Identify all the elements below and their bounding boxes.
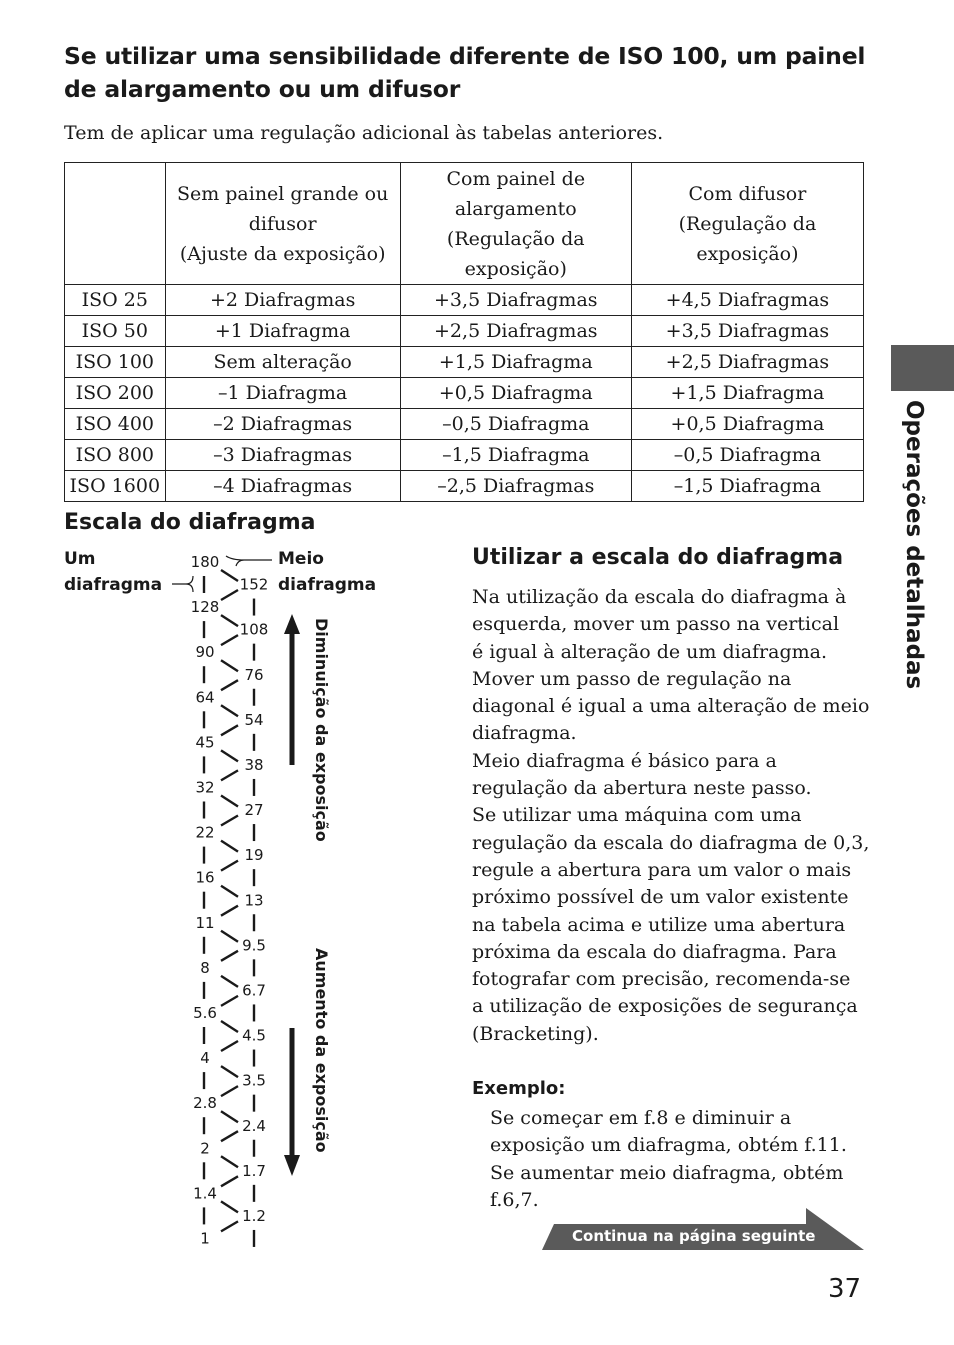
text-line: Se começar em f.8 e diminuir a: [490, 1107, 792, 1129]
half-stop-diagonal: [221, 976, 238, 987]
full-stop-value: 16: [195, 868, 215, 887]
text-line: (Bracketing).: [472, 1022, 599, 1045]
text-line: próxima da escala do diafragma. Para: [472, 940, 837, 963]
text-line: regule a abertura para um valor o mais: [472, 858, 852, 881]
text-line: diafragma.: [472, 722, 577, 745]
half-stop-diagonal: [221, 1131, 238, 1141]
half-stop-value: 4.5: [242, 1026, 266, 1045]
half-stop-value: 27: [244, 801, 264, 820]
half-stop-label: diafragma: [278, 575, 377, 595]
half-stop-value: 1.2: [242, 1206, 266, 1225]
full-stop-value: 32: [195, 778, 215, 797]
page-heading: Se utilizar uma sensibilidade diferente de ISO 100, um painel de alargamento ou um difusor: [64, 42, 866, 103]
half-stop-value: 76: [244, 665, 264, 684]
one-stop-label: Um: [64, 549, 96, 569]
section-side-label: Operações detalhadas: [901, 400, 927, 690]
half-stop-diagonal: [221, 1086, 238, 1096]
half-stop-value: 152: [239, 575, 269, 594]
table-cell: Sem alteração: [165, 347, 400, 378]
full-stop-value: 4: [200, 1049, 210, 1068]
usage-title: Utilizar a escala do diafragma: [472, 545, 844, 570]
text-line: esquerda, mover um passo na vertical: [472, 613, 840, 636]
text-line: a utilização de exposições de segurança: [472, 995, 858, 1018]
half-stop-diagonal: [221, 816, 238, 826]
table-cell: +1 Diafragma: [165, 316, 400, 347]
half-stop-diagonal: [221, 796, 238, 807]
example-body: [490, 1105, 870, 1214]
table-cell: +2,5 Diafragmas: [400, 316, 631, 347]
decrease-arrow-head: [284, 614, 300, 634]
half-stop-value: 3.5: [242, 1071, 266, 1090]
half-stop-diagonal: [221, 590, 238, 600]
table-cell: ISO 25: [65, 285, 166, 316]
half-stop-value: 1.7: [242, 1161, 266, 1180]
table-cell: +3,5 Diafragmas: [400, 285, 631, 316]
table-row: [65, 409, 864, 440]
half-stop-diagonal: [221, 570, 238, 581]
table-cell: ISO 200: [65, 378, 166, 409]
table-row: [65, 440, 864, 471]
half-stop-diagonal: [221, 1156, 238, 1167]
half-stop-value: 13: [244, 891, 264, 910]
table-cell: ISO 400: [65, 409, 166, 440]
intro-text: Tem de aplicar uma regulação adicional às tabelas anteriores.: [64, 122, 664, 144]
half-stop-diagonal: [221, 660, 238, 671]
increase-arrow-head: [284, 1155, 300, 1176]
half-stop-value: 6.7: [242, 981, 266, 1000]
aperture-scale-diagram: [0, 540, 377, 1252]
increase-exposure-label: Aumento da exposição: [312, 948, 331, 1153]
table-cell: +3,5 Diafragmas: [631, 316, 863, 347]
half-stop-diagonal: [221, 770, 238, 780]
usage-body: [472, 584, 872, 1048]
iso-adjustment-table: [64, 162, 864, 502]
full-stop-value: 2: [200, 1139, 210, 1158]
table-cell: +0,5 Diafragma: [631, 409, 863, 440]
half-stop-diagonal: [221, 1021, 238, 1032]
half-stop-diagonal: [221, 841, 238, 852]
half-stop-diagonal: [221, 615, 238, 626]
table-cell: +2 Diafragmas: [165, 285, 400, 316]
table-body: [65, 285, 864, 502]
decrease-exposure-label: Diminuição da exposição: [312, 618, 331, 842]
half-stop-diagonal: [221, 725, 238, 735]
half-stop-value: 38: [244, 755, 264, 774]
text-line: Se aumentar meio diafragma, obtém: [490, 1161, 844, 1184]
table-cell: –1,5 Diafragma: [631, 471, 863, 502]
full-stop-value: 64: [195, 688, 215, 707]
half-stop-diagonal: [221, 1176, 238, 1186]
text-line: f.6,7.: [490, 1188, 539, 1211]
full-stop-value: 128: [190, 598, 220, 617]
aperture-scale-title: Escala do diafragma: [64, 510, 316, 535]
table-cell: ISO 1600: [65, 471, 166, 502]
table-cell: ISO 100: [65, 347, 166, 378]
table-row: [65, 378, 864, 409]
table-row: [65, 285, 864, 316]
full-stop-value: 1.4: [193, 1184, 217, 1203]
half-stop-label: Meio: [278, 549, 324, 569]
half-stop-diagonal: [221, 1201, 238, 1212]
half-stop-diagonal: [221, 886, 238, 897]
table-cell: +1,5 Diafragma: [400, 347, 631, 378]
half-stop-diagonal: [221, 1041, 238, 1051]
table-cell: –3 Diafragmas: [165, 440, 400, 471]
half-stop-diagonal: [221, 705, 238, 716]
half-stop-diagonal: [221, 1221, 238, 1231]
half-stop-diagonal: [221, 1111, 238, 1122]
table-cell: +0,5 Diafragma: [400, 378, 631, 409]
full-stop-value: 180: [190, 553, 220, 571]
table-cell: ISO 800: [65, 440, 166, 471]
full-stop-value: 8: [200, 958, 210, 977]
table-cell: +1,5 Diafragma: [631, 378, 863, 409]
example-label: Exemplo:: [472, 1078, 566, 1099]
table-row: [65, 316, 864, 347]
half-stop-pointer: [226, 556, 272, 566]
half-stop-diagonal: [221, 680, 238, 690]
table-cell: –0,5 Diafragma: [400, 409, 631, 440]
full-stop-value: 1: [200, 1229, 210, 1248]
page-number: 37: [828, 1274, 862, 1304]
table-cell: +4,5 Diafragmas: [631, 285, 863, 316]
table-cell: –2 Diafragmas: [165, 409, 400, 440]
one-stop-pointer: [172, 576, 193, 592]
one-stop-label: diafragma: [64, 575, 163, 595]
full-stop-value: 22: [195, 823, 215, 842]
half-stop-diagonal: [221, 750, 238, 761]
half-stop-diagonal: [221, 1066, 238, 1077]
scale-marks: [191, 553, 269, 1248]
continue-label: Continua na página seguinte: [572, 1227, 816, 1245]
table-header-cell: Sem painel grande ou difusor (Ajuste da exposição): [165, 163, 400, 285]
text-line: regulação da abertura neste passo.: [472, 777, 812, 800]
half-stop-value: 19: [244, 846, 264, 865]
half-stop-diagonal: [221, 951, 238, 961]
table-header-row: [65, 163, 864, 285]
half-stop-diagonal: [221, 635, 238, 645]
table-header-cell: Com painel de alargamento (Regulação da exposição): [400, 163, 631, 285]
text-line: exposição um diafragma, obtém f.11.: [490, 1134, 847, 1157]
full-stop-value: 11: [195, 913, 215, 932]
text-line: diagonal é igual a uma alteração de meio: [472, 695, 870, 718]
half-stop-value: 108: [239, 620, 269, 639]
table-row: [65, 471, 864, 502]
full-stop-value: 5.6: [193, 1004, 217, 1022]
table-cell: –4 Diafragmas: [165, 471, 400, 502]
table-cell: –1,5 Diafragma: [400, 440, 631, 471]
half-stop-diagonal: [221, 906, 238, 916]
text-line: Na utilização da escala do diafragma à: [472, 586, 847, 608]
table-cell: –0,5 Diafragma: [631, 440, 863, 471]
text-line: próximo possível de um valor existente: [472, 886, 849, 909]
table-row: [65, 347, 864, 378]
continue-next-page-tab: [542, 1208, 866, 1252]
table-header-cell: [65, 163, 166, 285]
full-stop-value: 2.8: [193, 1094, 217, 1113]
full-stop-value: 90: [195, 643, 215, 662]
half-stop-value: 54: [244, 710, 264, 729]
section-tab-marker: [891, 345, 954, 391]
half-stop-diagonal: [221, 996, 238, 1006]
half-stop-value: 9.5: [242, 936, 266, 955]
text-line: fotografar com precisão, recomenda-se: [472, 968, 851, 991]
half-stop-diagonal: [221, 931, 238, 942]
text-line: é igual à alteração de um diafragma.: [472, 640, 828, 663]
table-header-cell: Com difusor (Regulação da exposição): [631, 163, 863, 285]
table-cell: +2,5 Diafragmas: [631, 347, 863, 378]
text-line: Se utilizar uma máquina com uma: [472, 804, 802, 827]
half-stop-value: 2.4: [242, 1116, 266, 1135]
half-stop-diagonal: [221, 861, 238, 871]
text-line: na tabela acima e utilize uma abertura: [472, 913, 846, 936]
text-line: Meio diafragma é básico para a: [472, 749, 777, 772]
table-cell: –2,5 Diafragmas: [400, 471, 631, 502]
table-cell: ISO 50: [65, 316, 166, 347]
table-cell: –1 Diafragma: [165, 378, 400, 409]
text-line: regulação da escala do diafragma de 0,3,: [472, 831, 870, 854]
full-stop-value: 45: [195, 733, 215, 752]
text-line: Mover um passo de regulação na: [472, 667, 792, 690]
